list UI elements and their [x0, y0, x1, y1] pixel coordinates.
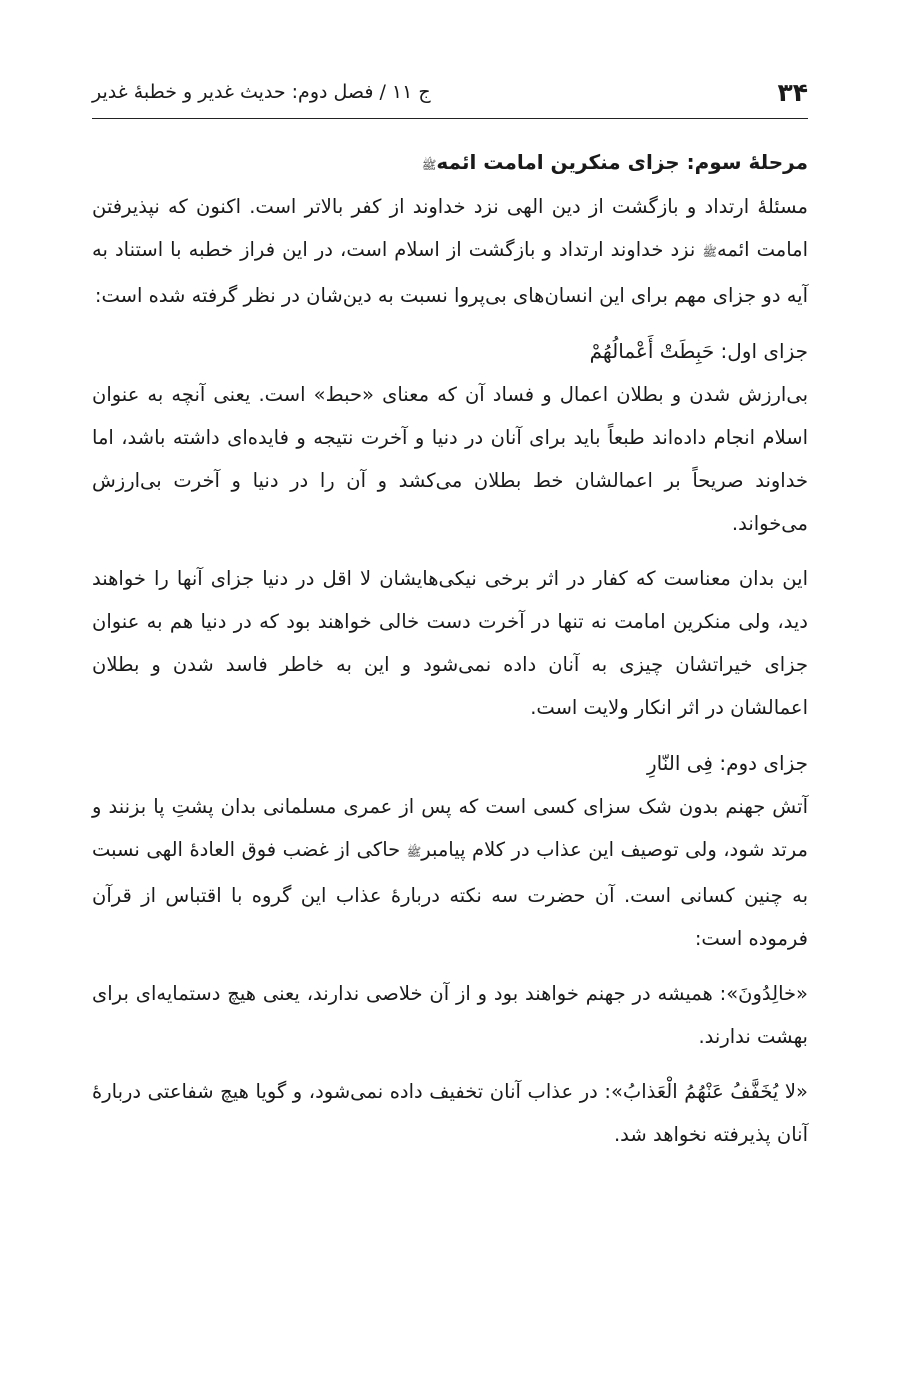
- honorific-symbol: ﷺ: [702, 245, 717, 259]
- page-body: [92, 142, 808, 1156]
- honorific-symbol: ﷺ: [406, 845, 422, 859]
- book-page: [92, 0, 808, 1390]
- running-header: [92, 72, 808, 112]
- section-heading: [92, 142, 808, 185]
- first-penalty-body: بی‌ارزش شدن و بطلان اعمال و فساد آن که معنای «حبط» است. یعنی آنچه به عنوان اسلام انجام داده‌اند طبعاً باید برای آنان در دنیا و آخرت نتیجه و فایده‌ای داشته باشد، اما خداوند صریحاً بر اعمالشان خط بطلان می‌کشد و آن را در دنیا و آخرت بی‌ارزش می‌خواند.: [92, 383, 808, 535]
- spacer: [92, 729, 808, 741]
- spacer: [92, 317, 808, 329]
- first-penalty-title: جزای اول: حَبِطَتْ أَعْمالُهُمْ: [589, 339, 808, 363]
- point-two: «لا یُخَفَّفُ عَنْهُمُ الْعَذابُ»: در عذاب آنان تخفیف داده نمی‌شود، و گویا هیچ شفاعتی دربارهٔ آنان پذیرفته نخواهد شد.: [92, 1080, 808, 1146]
- second-penalty-body: [92, 785, 808, 960]
- spacer: [92, 960, 808, 972]
- point-one: «خالِدُونَ»: همیشه در جهنم خواهند بود و از آن خلاصی ندارند، یعنی هیچ دستمایه‌ای برای بهشت ندارند.: [92, 982, 808, 1048]
- first-penalty-note: این بدان معناست که کفار در اثر برخی نیکی‌هایشان لا اقل در دنیا جزای آنها را خواهند دید، ولی منکرین امامت نه تنها در آخرت دست خالی خواهند بود که در دنیا هم به عنوان جزای خیراتشان چیزی به آنان داده نمی‌شود و این به خاطر فاسد شدن و بطلان اعمالشان در اثر انکار ولایت است.: [92, 567, 808, 719]
- intro-text-part1: مسئلهٔ ارتداد و بازگشت از دین الهی نزد خداوند از کفر بالاتر است. اکنون که نپذیرفتن امامت ائمه: [92, 195, 809, 261]
- running-header-title: ج ۱۱ / فصل دوم: حدیث غدیر و خطبهٔ غدیر: [92, 81, 431, 103]
- second-penalty-text-part2: حاکی از غضب فوق العادهٔ الهی نسبت به چنین کسانی است. آن حضرت سه نکته دربارهٔ عذاب این گروه با اقتباس از قرآن فرموده است:: [92, 838, 808, 950]
- spacer: [92, 545, 808, 557]
- intro-text-part2: نزد خداوند ارتداد و بازگشت از اسلام است، در این فراز خطبه با استناد به آیه دو جزای مهم برای این انسان‌های بی‌پروا نسبت به دین‌شان در نظر گرفته شده است:: [92, 238, 808, 307]
- spacer: [92, 1058, 808, 1070]
- header-rule: [92, 118, 808, 119]
- second-penalty-title: جزای دوم: فِی النّارِ: [646, 751, 808, 775]
- intro-paragraph: [92, 185, 808, 317]
- page-number: ۳۴: [777, 77, 808, 107]
- honorific-symbol: ﷺ: [421, 158, 437, 172]
- second-penalty-text-part1: آتش جهنم بدون شک سزای کسی است که پس از عمری مسلمانی بدان پشتِ پا بزنند و مرتد شود، ولی توصیف این عذاب در کلام پیامبر: [92, 795, 808, 861]
- section-heading-text: مرحلهٔ سوم: جزای منکرین امامت ائمه: [436, 150, 808, 174]
